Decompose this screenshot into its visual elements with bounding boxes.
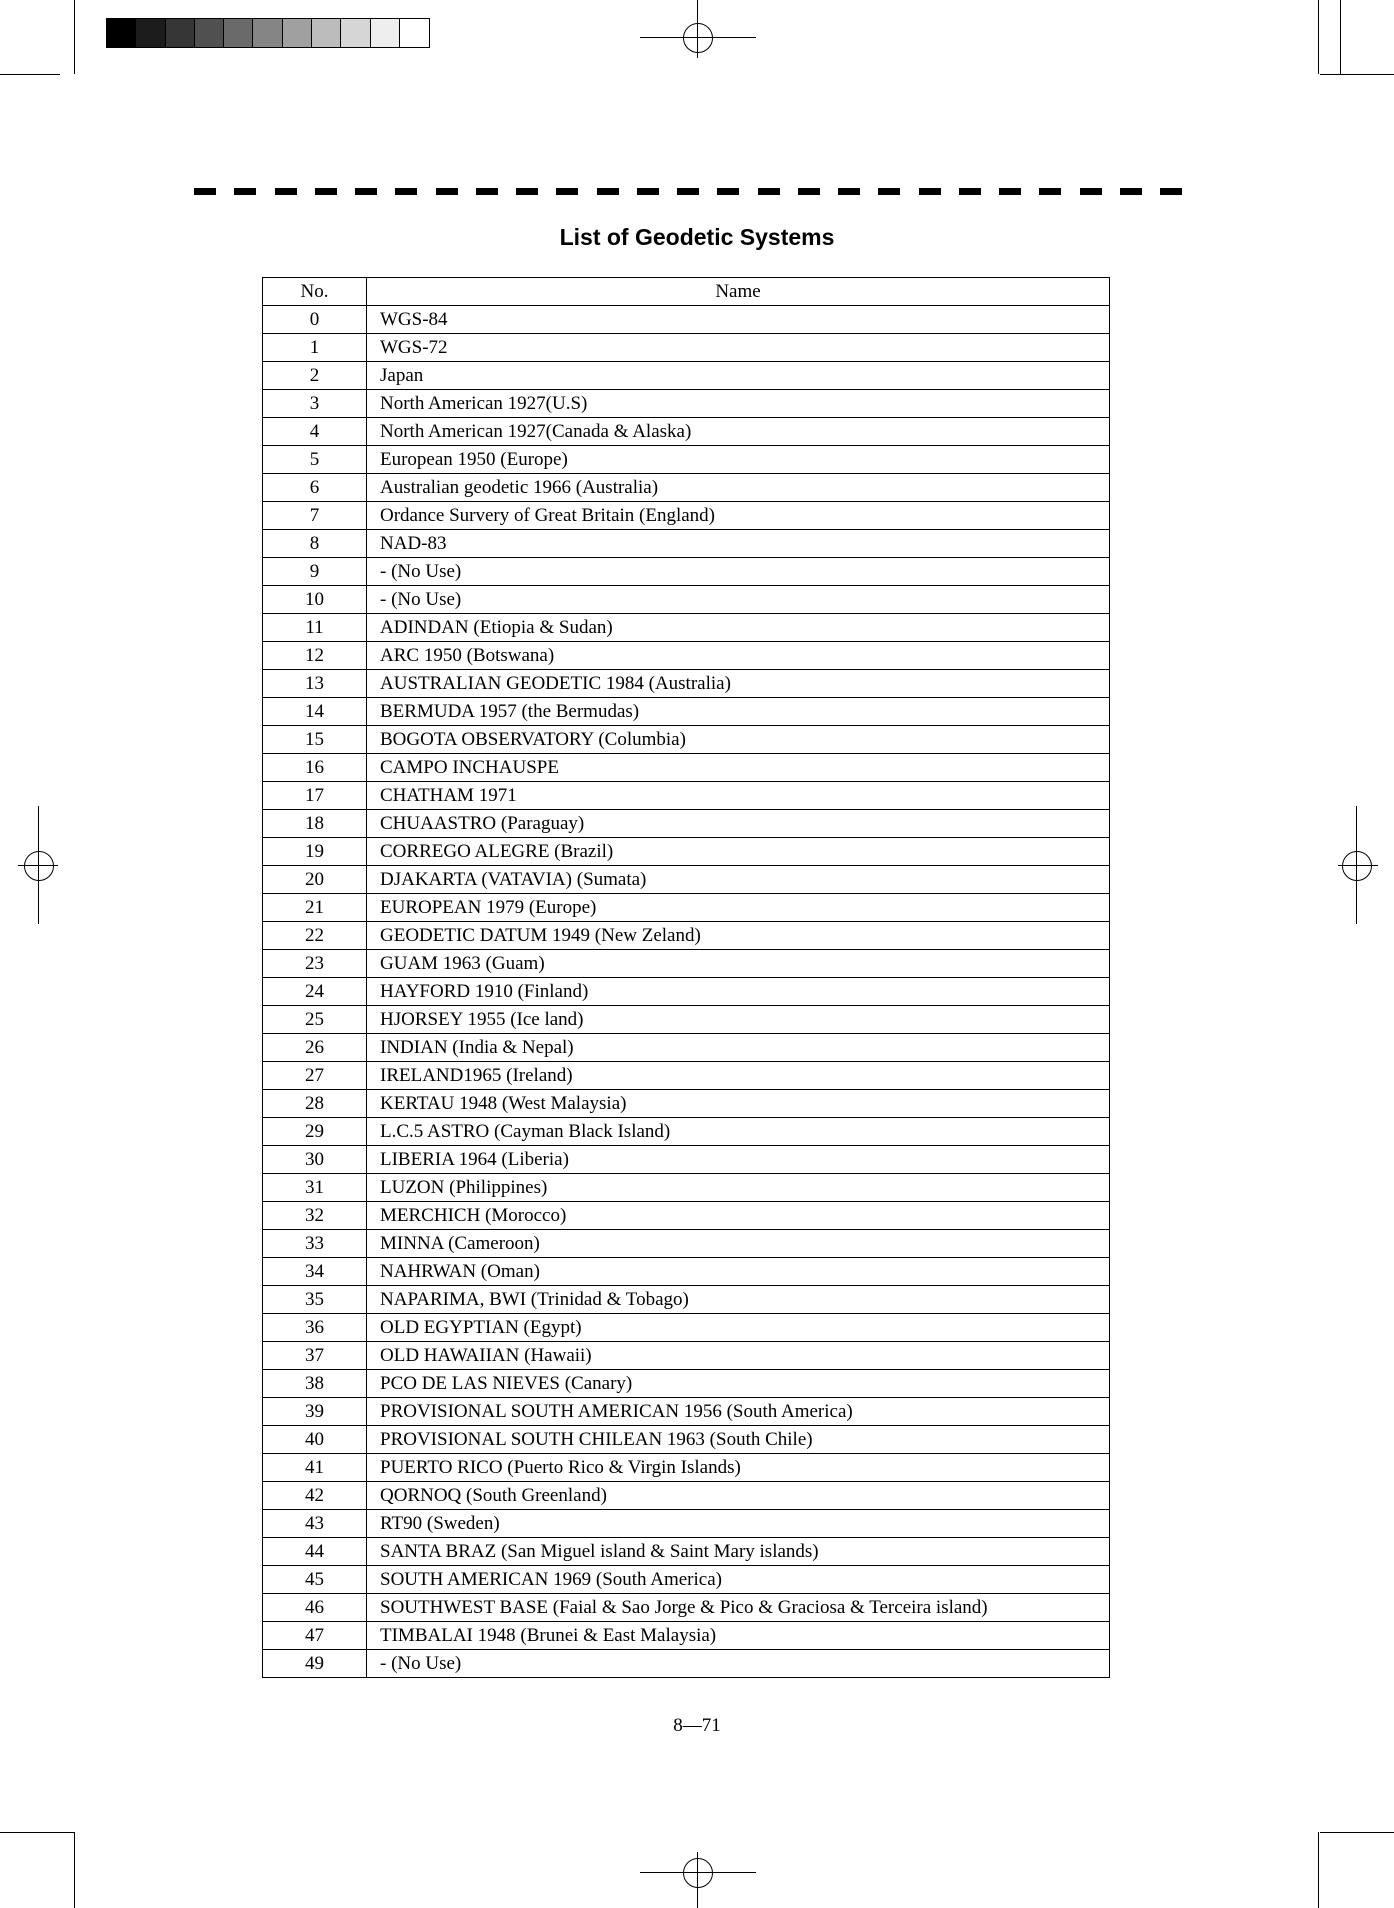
rule-dash [1120, 188, 1142, 195]
row-name: IRELAND1965 (Ireland) [367, 1062, 1110, 1090]
row-name: CHUAASTRO (Paraguay) [367, 810, 1110, 838]
reg-top-circle [683, 23, 713, 53]
table-row [263, 1146, 1110, 1174]
row-name: WGS-84 [367, 306, 1110, 334]
row-number: 28 [263, 1090, 367, 1118]
rule-dash [677, 188, 699, 195]
row-number: 36 [263, 1314, 367, 1342]
table-row [263, 1370, 1110, 1398]
row-number: 47 [263, 1622, 367, 1650]
table-row [263, 782, 1110, 810]
table-row [263, 530, 1110, 558]
rule-dash [717, 188, 739, 195]
row-name: CAMPO INCHAUSPE [367, 754, 1110, 782]
row-name: EUROPEAN 1979 (Europe) [367, 894, 1110, 922]
row-name: Australian geodetic 1966 (Australia) [367, 474, 1110, 502]
table-row [263, 698, 1110, 726]
table-row [263, 642, 1110, 670]
table-row [263, 1622, 1110, 1650]
row-name: Japan [367, 362, 1110, 390]
table-row [263, 866, 1110, 894]
row-number: 23 [263, 950, 367, 978]
row-number: 38 [263, 1370, 367, 1398]
gray-scale-cell [283, 19, 312, 47]
table-row [263, 810, 1110, 838]
table-row [263, 1006, 1110, 1034]
page-title: List of Geodetic Systems [559, 224, 835, 250]
row-number: 44 [263, 1538, 367, 1566]
row-name: NAD-83 [367, 530, 1110, 558]
rule-dash [878, 188, 900, 195]
row-name: WGS-72 [367, 334, 1110, 362]
row-number: 39 [263, 1398, 367, 1426]
table-row [263, 1650, 1110, 1678]
rule-dash [355, 188, 377, 195]
row-number: 40 [263, 1426, 367, 1454]
row-name: PCO DE LAS NIEVES (Canary) [367, 1370, 1110, 1398]
row-number: 24 [263, 978, 367, 1006]
row-name: MINNA (Cameroon) [367, 1230, 1110, 1258]
row-number: 14 [263, 698, 367, 726]
row-name: GUAM 1963 (Guam) [367, 950, 1110, 978]
row-number: 0 [263, 306, 367, 334]
row-name: PROVISIONAL SOUTH CHILEAN 1963 (South Chile) [367, 1426, 1110, 1454]
row-number: 4 [263, 418, 367, 446]
rule-dash [516, 188, 538, 195]
row-number: 9 [263, 558, 367, 586]
crop-mark-bottom-left-h [0, 1832, 74, 1833]
row-name: ARC 1950 (Botswana) [367, 642, 1110, 670]
table-row [263, 1454, 1110, 1482]
row-number: 33 [263, 1230, 367, 1258]
row-number: 13 [263, 670, 367, 698]
table-row [263, 474, 1110, 502]
row-number: 20 [263, 866, 367, 894]
row-number: 32 [263, 1202, 367, 1230]
row-name: SOUTH AMERICAN 1969 (South America) [367, 1566, 1110, 1594]
row-name: ADINDAN (Etiopia & Sudan) [367, 614, 1110, 642]
table-row [263, 838, 1110, 866]
column-header-no: No. [263, 278, 367, 306]
row-name: LUZON (Philippines) [367, 1174, 1110, 1202]
gray-scale-strip [106, 18, 430, 48]
table-row [263, 1482, 1110, 1510]
row-name: PUERTO RICO (Puerto Rico & Virgin Islands) [367, 1454, 1110, 1482]
reg-right-circle [1342, 851, 1372, 881]
table-row [263, 1398, 1110, 1426]
gray-scale-cell [253, 19, 282, 47]
rule-dash [436, 188, 458, 195]
table-row [263, 586, 1110, 614]
rule-dash [637, 188, 659, 195]
row-number: 19 [263, 838, 367, 866]
gray-scale-cell [166, 19, 195, 47]
crop-mark-bottom-right-h [1320, 1832, 1394, 1833]
gray-scale-cell [341, 19, 370, 47]
dashed-rule [194, 188, 1182, 195]
rule-dash [556, 188, 578, 195]
row-name: QORNOQ (South Greenland) [367, 1482, 1110, 1510]
column-header-name: Name [367, 278, 1110, 306]
rule-dash [919, 188, 941, 195]
table-row [263, 1510, 1110, 1538]
row-number: 17 [263, 782, 367, 810]
row-number: 5 [263, 446, 367, 474]
row-name: TIMBALAI 1948 (Brunei & East Malaysia) [367, 1622, 1110, 1650]
row-name: OLD HAWAIIAN (Hawaii) [367, 1342, 1110, 1370]
row-name: OLD EGYPTIAN (Egypt) [367, 1314, 1110, 1342]
table-row [263, 1118, 1110, 1146]
row-number: 25 [263, 1006, 367, 1034]
row-name: North American 1927(U.S) [367, 390, 1110, 418]
row-number: 43 [263, 1510, 367, 1538]
table-row [263, 390, 1110, 418]
row-number: 27 [263, 1062, 367, 1090]
row-name: L.C.5 ASTRO (Cayman Black Island) [367, 1118, 1110, 1146]
row-number: 22 [263, 922, 367, 950]
row-number: 11 [263, 614, 367, 642]
reg-bottom-circle [683, 1858, 713, 1888]
table-row [263, 1286, 1110, 1314]
row-number: 42 [263, 1482, 367, 1510]
table-row [263, 1426, 1110, 1454]
rule-dash [999, 188, 1021, 195]
row-name: BERMUDA 1957 (the Bermudas) [367, 698, 1110, 726]
table-row [263, 670, 1110, 698]
crop-mark-top-left-v [74, 0, 75, 74]
page-number: 8—71 [673, 1715, 721, 1736]
rule-dash [234, 188, 256, 195]
gray-scale-cell [195, 19, 224, 47]
table-row [263, 978, 1110, 1006]
row-name: CHATHAM 1971 [367, 782, 1110, 810]
table-row [263, 922, 1110, 950]
rule-dash [275, 188, 297, 195]
row-number: 15 [263, 726, 367, 754]
row-name: Ordance Survery of Great Britain (England) [367, 502, 1110, 530]
gray-scale-cell [400, 19, 429, 47]
rule-dash [315, 188, 337, 195]
rule-dash [194, 188, 216, 195]
table-row [263, 754, 1110, 782]
gray-scale-cell [224, 19, 253, 47]
row-number: 18 [263, 810, 367, 838]
rule-dash [597, 188, 619, 195]
table-row [263, 1314, 1110, 1342]
row-name: North American 1927(Canada & Alaska) [367, 418, 1110, 446]
row-number: 2 [263, 362, 367, 390]
table-row [263, 1342, 1110, 1370]
table-row [263, 1090, 1110, 1118]
row-number: 10 [263, 586, 367, 614]
crop-mark-top-right-h [1320, 74, 1394, 75]
row-number: 16 [263, 754, 367, 782]
row-number: 29 [263, 1118, 367, 1146]
table-row [263, 726, 1110, 754]
table-row [263, 1538, 1110, 1566]
row-number: 30 [263, 1146, 367, 1174]
row-name: BOGOTA OBSERVATORY (Columbia) [367, 726, 1110, 754]
crop-mark-top-right-v2 [1340, 0, 1341, 74]
row-number: 41 [263, 1454, 367, 1482]
rule-dash [758, 188, 780, 195]
table-row [263, 950, 1110, 978]
row-name: GEODETIC DATUM 1949 (New Zeland) [367, 922, 1110, 950]
row-name: SOUTHWEST BASE (Faial & Sao Jorge & Pico & Graciosa & Terceira island) [367, 1594, 1110, 1622]
row-number: 12 [263, 642, 367, 670]
row-name: - (No Use) [367, 558, 1110, 586]
geodetic-systems-table [262, 277, 1110, 1678]
table-row [263, 1202, 1110, 1230]
gray-scale-cell [312, 19, 341, 47]
row-name: - (No Use) [367, 586, 1110, 614]
row-number: 1 [263, 334, 367, 362]
table-row [263, 1062, 1110, 1090]
row-name: European 1950 (Europe) [367, 446, 1110, 474]
row-number: 46 [263, 1594, 367, 1622]
row-number: 7 [263, 502, 367, 530]
table-row [263, 1230, 1110, 1258]
row-number: 21 [263, 894, 367, 922]
table-row [263, 1034, 1110, 1062]
table-row [263, 502, 1110, 530]
table-row [263, 558, 1110, 586]
rule-dash [395, 188, 417, 195]
rule-dash [1160, 188, 1182, 195]
row-number: 31 [263, 1174, 367, 1202]
table-row [263, 1566, 1110, 1594]
row-name: KERTAU 1948 (West Malaysia) [367, 1090, 1110, 1118]
row-number: 6 [263, 474, 367, 502]
table-row [263, 1258, 1110, 1286]
row-name: NAPARIMA, BWI (Trinidad & Tobago) [367, 1286, 1110, 1314]
row-name: CORREGO ALEGRE (Brazil) [367, 838, 1110, 866]
row-number: 45 [263, 1566, 367, 1594]
crop-mark-bottom-left-v [74, 1832, 75, 1908]
row-name: MERCHICH (Morocco) [367, 1202, 1110, 1230]
table-header-row [263, 278, 1110, 306]
rule-dash [838, 188, 860, 195]
rule-dash [959, 188, 981, 195]
row-name: SANTA BRAZ (San Miguel island & Saint Mary islands) [367, 1538, 1110, 1566]
crop-mark-top-left-h [0, 74, 60, 75]
row-name: RT90 (Sweden) [367, 1510, 1110, 1538]
table-row [263, 894, 1110, 922]
row-name: AUSTRALIAN GEODETIC 1984 (Australia) [367, 670, 1110, 698]
row-number: 26 [263, 1034, 367, 1062]
rule-dash [1080, 188, 1102, 195]
rule-dash [1039, 188, 1061, 195]
reg-left-circle [24, 851, 54, 881]
table-row [263, 1174, 1110, 1202]
row-name: DJAKARTA (VATAVIA) (Sumata) [367, 866, 1110, 894]
row-number: 49 [263, 1650, 367, 1678]
row-name: HJORSEY 1955 (Ice land) [367, 1006, 1110, 1034]
table-row [263, 418, 1110, 446]
row-name: HAYFORD 1910 (Finland) [367, 978, 1110, 1006]
rule-dash [476, 188, 498, 195]
table-row [263, 614, 1110, 642]
row-number: 8 [263, 530, 367, 558]
row-number: 35 [263, 1286, 367, 1314]
gray-scale-cell [136, 19, 165, 47]
table-row [263, 1594, 1110, 1622]
row-name: PROVISIONAL SOUTH AMERICAN 1956 (South America) [367, 1398, 1110, 1426]
row-name: NAHRWAN (Oman) [367, 1258, 1110, 1286]
crop-mark-top-right-v [1318, 0, 1319, 74]
table-row [263, 334, 1110, 362]
table-row [263, 306, 1110, 334]
crop-mark-bottom-right-v [1318, 1832, 1319, 1908]
table-row [263, 362, 1110, 390]
gray-scale-cell [371, 19, 400, 47]
gray-scale-cell [107, 19, 136, 47]
rule-dash [798, 188, 820, 195]
row-name: - (No Use) [367, 1650, 1110, 1678]
row-name: LIBERIA 1964 (Liberia) [367, 1146, 1110, 1174]
row-number: 3 [263, 390, 367, 418]
row-name: INDIAN (India & Nepal) [367, 1034, 1110, 1062]
row-number: 37 [263, 1342, 367, 1370]
row-number: 34 [263, 1258, 367, 1286]
table-row [263, 446, 1110, 474]
